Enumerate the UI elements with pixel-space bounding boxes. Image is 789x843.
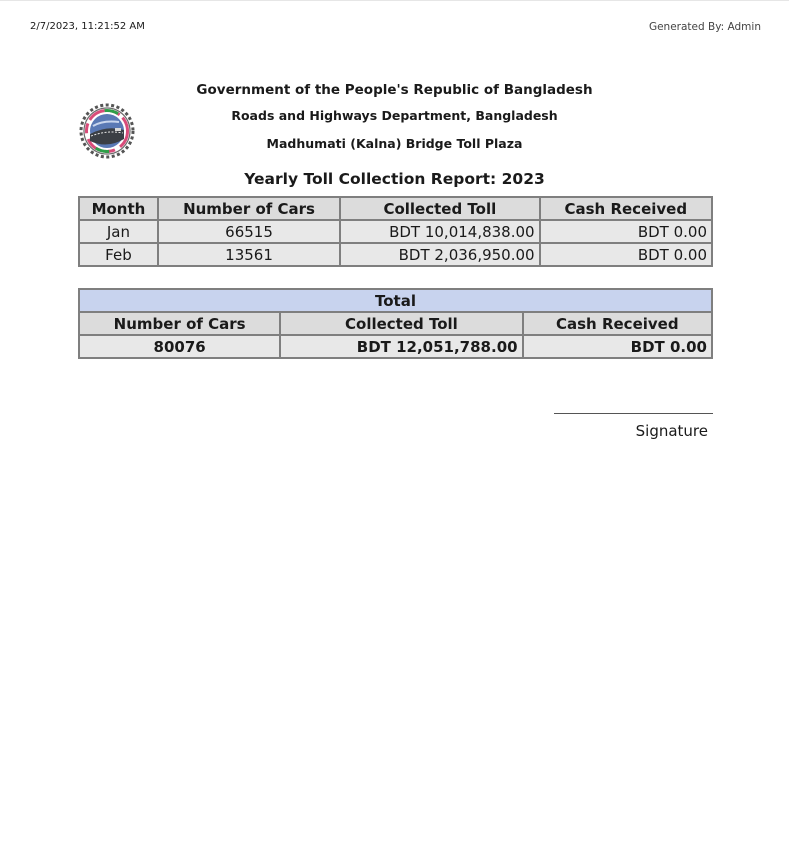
report-timestamp: 2/7/2023, 11:21:52 AM [30, 21, 145, 32]
total-title: Total [79, 289, 712, 312]
table-header-row [79, 197, 712, 220]
table-row [79, 220, 712, 243]
total-toll-value: BDT 12,051,788.00 [280, 335, 522, 358]
signature-line [554, 413, 713, 414]
total-title-row [79, 289, 712, 312]
column-header-cars: Number of Cars [158, 197, 340, 220]
total-column-header-cars: Number of Cars [79, 312, 280, 335]
plaza-heading: Madhumati (Kalna) Bridge Toll Plaza [266, 136, 523, 151]
cash-cell: BDT 0.00 [540, 220, 712, 243]
cash-cell: BDT 0.00 [540, 243, 712, 266]
table-row [79, 243, 712, 266]
total-cash-value: BDT 0.00 [523, 335, 712, 358]
toll-cell: BDT 10,014,838.00 [340, 220, 539, 243]
report-title: Yearly Toll Collection Report: 2023 [244, 170, 545, 188]
column-header-cash: Cash Received [540, 197, 712, 220]
generated-by: Generated By: Admin [648, 21, 761, 33]
month-cell: Feb [79, 243, 158, 266]
cars-cell: 13561 [158, 243, 340, 266]
toll-cell: BDT 2,036,950.00 [340, 243, 539, 266]
column-header-toll: Collected Toll [340, 197, 539, 220]
total-header-row [79, 312, 712, 335]
signature-label: Signature [635, 422, 708, 440]
cars-cell: 66515 [158, 220, 340, 243]
monthly-collection-table [78, 196, 713, 267]
total-values-row [79, 335, 712, 358]
column-header-month: Month [79, 197, 158, 220]
department-heading: Roads and Highways Department, Bangladesh [231, 108, 558, 123]
government-heading: Government of the People's Republic of Bangladesh [196, 82, 593, 98]
total-summary-table [78, 288, 713, 359]
total-cars-value: 80076 [79, 335, 280, 358]
total-column-header-cash: Cash Received [523, 312, 712, 335]
top-divider [0, 0, 789, 1]
total-column-header-toll: Collected Toll [280, 312, 522, 335]
month-cell: Jan [79, 220, 158, 243]
